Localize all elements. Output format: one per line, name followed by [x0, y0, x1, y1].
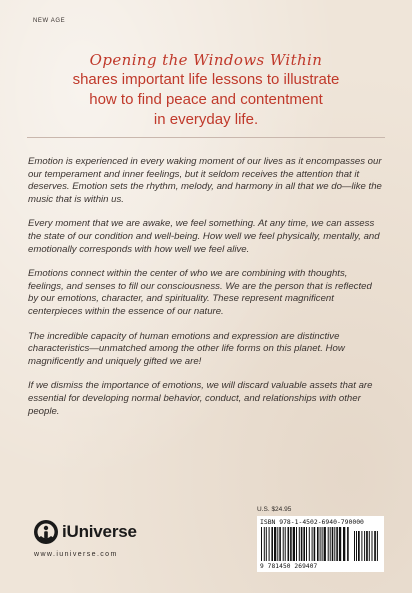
tagline [20, 50, 392, 130]
publisher-website: www.iuniverse.com [34, 551, 118, 558]
paragraph: Emotions connect within the center of who we are combining with thoughts, feelings, and senses to fill our consciousness. We are the person that is reflected by our emotions, character, and spirituality. These represent magnificent centerpieces within the essence of our nature. [28, 268, 372, 317]
publisher-logo [33, 519, 163, 545]
tagline-line-3: in everyday life. [153, 111, 259, 128]
tagline-line-2: how to find peace and contentment [89, 91, 323, 108]
tagline-line-1: shares important life lessons to illustrate [72, 71, 340, 88]
description [28, 156, 384, 430]
iuniverse-logo-icon [33, 519, 59, 545]
isbn-text [260, 518, 367, 526]
category-label: NEW AGE [33, 18, 66, 24]
barcode [257, 516, 384, 572]
price: U.S. $24.95 [257, 506, 292, 513]
paragraph: Emotion is experienced in every waking moment of our lives as it encompasses our our temperament and inner feelings, but it seldom receives the attention that it deserves. Emotion sets the rhythm, melody, and harmony in all that we do—like the music that is within us. [28, 156, 382, 205]
paragraph: If we dismiss the importance of emotions, we will discard valuable assets that are essential for developing normal behavior, conduct, and relationships with other people. [28, 380, 373, 417]
book-title: Opening the Windows Within [89, 51, 323, 69]
divider [27, 137, 385, 138]
isbn-supplement: 90000 [344, 518, 364, 526]
barcode-number: 9 781450 269407 [260, 563, 318, 570]
paragraph: Every moment that we are awake, we feel something. At any time, we can assess the state of our condition and well-being. How well we feel physically, mentally, and emotionally corresponds with how well we feel alive. [28, 218, 380, 255]
isbn-number: ISBN 978-1-4502-6940-7 [260, 518, 345, 526]
barcode-bars [260, 527, 381, 563]
paragraph: The incredible capacity of human emotions and expression are distinctive characteristics—unmatched among the other life forms on this planet. How magnificently and uniquely gifted we are! [28, 330, 345, 367]
publisher-name: iUniverse [62, 522, 137, 541]
